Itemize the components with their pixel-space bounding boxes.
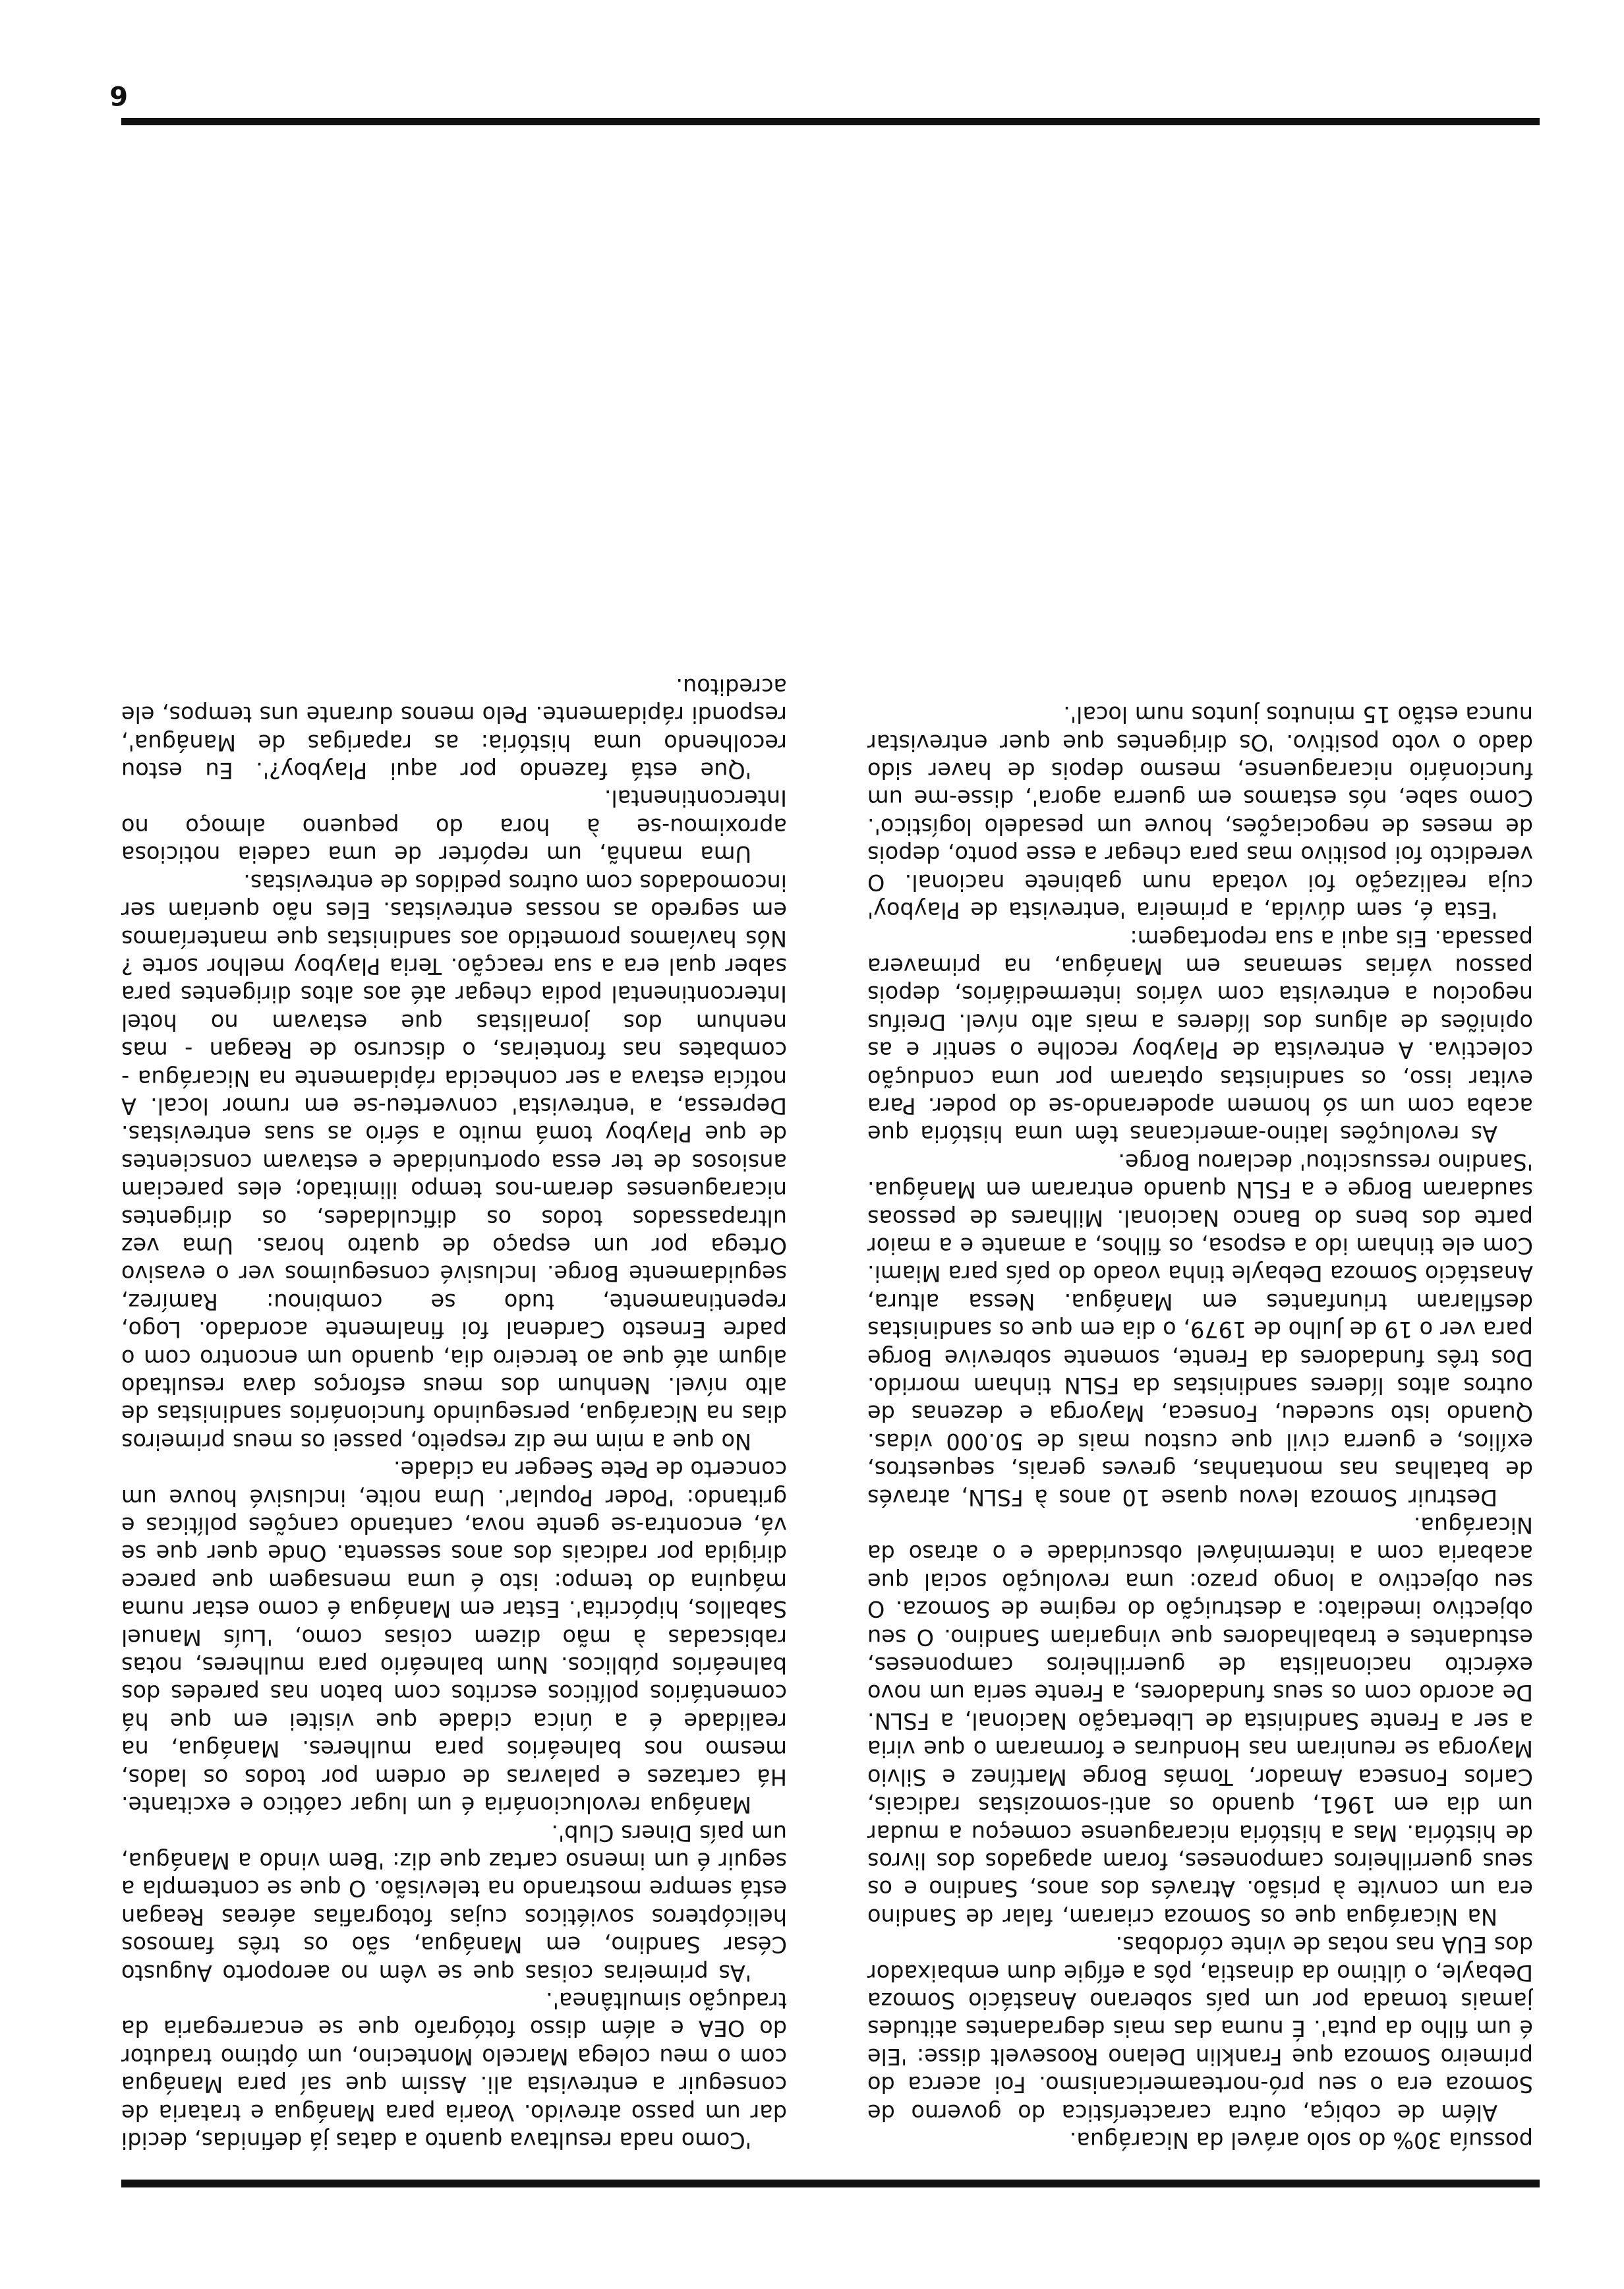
- left-column: [867, 150, 1533, 2154]
- paragraph: 'Esta é, sem dúvida, a primeira 'entrevista de Playboy' cuja realização foi votada num gabinete nacional. O veredicto foi positivo mas para chegar a esse ponto, depois de meses de negociações, houve um pesadelo logístico'. Como sabe, nós estamos em guerra agora', disse-me um funcionário nicaraguense, mesmo depois de haver sido dado o voto positivo. 'Os dirigentes que quer entrevistar nunca estão 15 minutos juntos num local'.: [867, 701, 1533, 924]
- top-rule: [121, 2180, 1540, 2187]
- paragraph: Além de cobiça, outra característica do governo de Somoza era o seu pró-norteamericanismo. Foi acerca do primeiro Somoza que Franklin Delano Roosevelt disse: 'Ele é um filho da puta'. É numa das mais degradantes atitudes jamais tomada por um país soberano Anastácio Somoza Debayle, o último da dinastia, pôs a efígie dum embaixador dos EUA nas notas de vinte córdobas.: [867, 1932, 1533, 2126]
- paragraph: Uma manhã, um repórter de uma cadeia noticiosa aproximou-se à hora do pequeno almoço no Intercontinental.: [121, 785, 787, 868]
- paragraph: 'As primeiras coisas que se vêm no aeroporto Augusto César Sandino, em Manágua, são os três famosos helicópteros soviéticos cujas fotografias aéreas Reagan está sempre mostrando na televisão. O que se contempla a seguir é um imenso cartaz que diz: 'Bem vindo a Manágua, um país Diners Club'.: [121, 1820, 787, 1986]
- paragraph: possuía 30% do solo arável da Nicarágua.: [1069, 2127, 1533, 2153]
- paragraph: Manágua revolucionária é um lugar caótico e excitante. Há cartazes e palavras de ordem por todos os lados, mesmo nos balneários para mulheres. Manágua, na realidade é a única cidade que visitei em que há comentários políticos escritos com baton nas paredes dos balneários públicos. Num balneário para mulheres, notas rabiscadas à mão dizem coisas como, 'Luís Manuel Saballos, hipócrita'. Estar em Manágua é como estar numa máquina do tempo: isto é uma mensagem que parece dirigida por radicais dos anos sessenta. Onde quer que se vá, encontra-se gente nova, cantando canções políticas e gritando: 'Poder Popular'. Uma noite, inclusivé houve um concerto de Pete Seeger na cidade.: [121, 1456, 787, 1818]
- paragraph: As revoluções latino-americanas têm uma história que acaba com um só homem apoderando-se do poder. Para evitar isso, os sandinistas optaram por uma condução colectiva. A entrevista de Playboy recolhe o sentir e as opiniões de alguns dos líderes a mais alto nível. Dreifus negociou a entrevista com vários intermediários, depois passou várias semanas em Manágua, na primavera passada. Eis aqui a sua reportagem:: [867, 925, 1533, 1147]
- paragraph: Na Nicarágua que os Somoza criaram, falar de Sandino era um convite à prisão. Através dos anos, Sandino e os seus guerrilheiros camponeses, foram apagados dos livros de história. Mas a história nicaraguense começou a mudar um dia em 1961, quando os anti-somozistas radicais, Carlos Fonseca Amador, Tomás Borge Martínez e Silvio Mayorga se reuniram nas Honduras e formaram o que viria a ser a Frente Sandinista de Libertação Nacional, a FSLN. De acordo com os seus fundadores, a Frente seria um novo exército nacionalista de guerrilheiros camponeses, estudantes e trabalhadores que vingariam Sandino. O seu objectivo imediato: a destruição do regime de Somoza. O seu objectivo a longo prazo: uma revolução social que acabaria com a interminável obscuridade e o atraso da Nicarágua.: [867, 1512, 1533, 1930]
- bottom-rule: [121, 118, 1540, 125]
- paragraph: Destruir Somoza levou quase 10 anos à FSLN, através de batalhas nas montanhas, greves gerais, sequestros, exílios, e guerra civil que custou mais de 50.000 vidas. Quando isto sucedeu, Fonseca, Mayorga e dezenas de outros altos líderes sandinistas da FSLN tinham morrido. Dos três fundadores da Frente, somente sobrevive Borge para ver o 19 de Julho de 1979, o dia em que os sandinistas desfilaram triunfantes em Manágua. Nessa altura, Anastácio Somoza Debayle tinha voado do país para Miami. Com ele tinham ido a esposa, os filhos, a amante e a maior parte dos bens do Banco Nacional. Milhares de pessoas saudaram Borge e a FSLN quando entraram em Manágua. 'Sandino ressuscitou' declarou Borge.: [867, 1148, 1533, 1510]
- page-number: 6: [109, 80, 128, 110]
- right-column: [121, 150, 787, 2154]
- paragraph: 'Que está fazendo por aqui Playboy?'. Eu estou recolhendo uma história: as raparigas de Manágua', respondi rápidamente. Pelo menos durante uns tempos, ele acreditou.: [121, 673, 787, 784]
- paragraph: 'Como nada resultava quanto a datas já definidas, decidi dar um passo atrevido. Voaria para Manágua e trataria de conseguir a entrevista ali. Assim que saí para Manágua com o meu colega Marcelo Montecino, um óptimo tradutor do OEA e além disso fotógrafo que se encarregaria da tradução simultânea'.: [121, 1987, 787, 2153]
- paragraph: No que a mim me diz respeito, passei os meus primeiros dias na Nicarágua, perseguindo funcionários sandinistas de alto nível. Nenhum dos meus esforços dava resultado algum até que ao terceiro dia, quando um encontro com o padre Ernesto Cardenal foi finalmente acordado. Logo, repentinamente, tudo se combinou: Ramírez, seguidamente Borge. Inclusivé conseguimos ver o evasivo Ortega por um espaço de quatro horas. Uma vez ultrapassados todos os dificuldades, os dirigentes nicaraguenses deram-nos tempo ilimitado; eles pareciam ansiosos de ter essa oportunidade e estavam conscientes de que Playboy tomá muito a sério as suas entrevistas. Depressa, a 'entrevista' converteu-se em rumor local. A notícia estava a ser conhecida rápidamente na Nicarágua - combates nas fronteiras, o discurso de Reagan - mas nenhum dos jornalistas que estavam no hotel Intercontinental podia chegar até aos altos dirigentes para saber qual era a sua reacção. Teria Playboy melhor sorte ? Nós havíamos prometido aos sandinistas que manteríamos em segredo as nossas entrevistas. Eles não queriam ser incomodados com outros pedidos de entrevistas.: [121, 869, 787, 1454]
